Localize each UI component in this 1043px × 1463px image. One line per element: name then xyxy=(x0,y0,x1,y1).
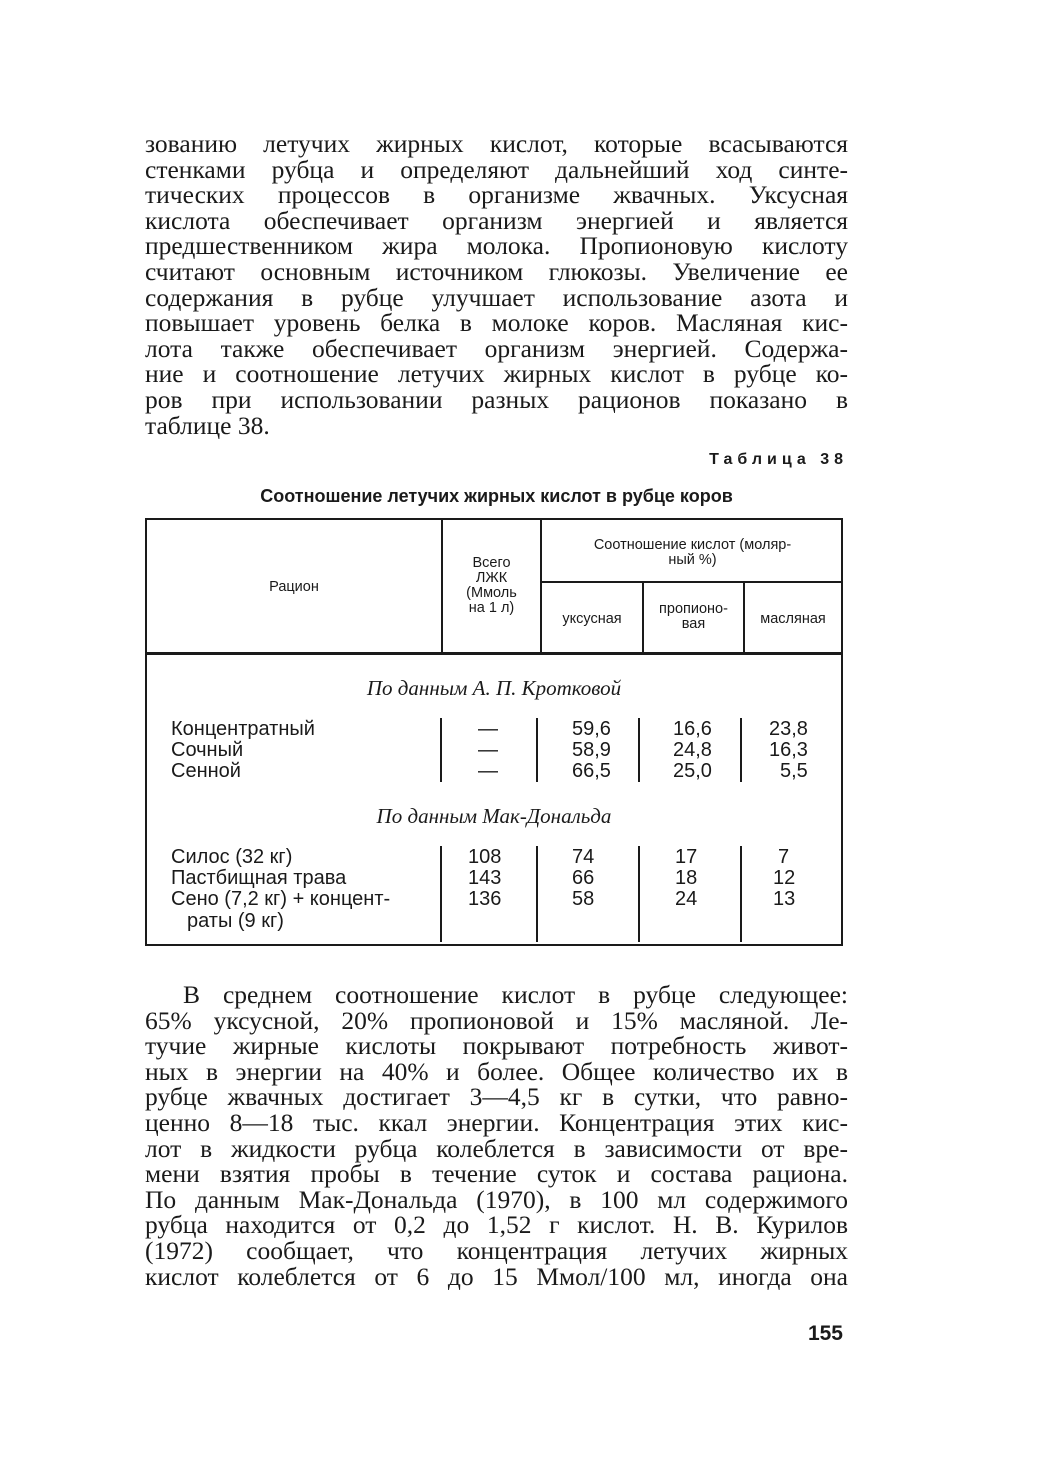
text-line: ние и соотношение летучих жирных кислот в рубце ко- xyxy=(145,359,848,389)
table-title: Соотношение летучих жирных кислот в рубце коров xyxy=(260,486,733,506)
text-line: По данным Мак-Дональда (1970), в 100 мл содержимого xyxy=(145,1184,848,1214)
header-total xyxy=(443,556,540,616)
ration-name: Концентратный xyxy=(171,718,315,740)
text-line: тучие жирные кислоты покрывают потребность живот- xyxy=(145,1031,848,1061)
text-line: содержания в рубце улучшает использование азота и xyxy=(145,282,848,312)
header-total-line: на 1 л) xyxy=(468,600,515,616)
text-line: кислот колеблется от 6 до 15 Ммол/100 мл, иногда она xyxy=(145,1261,848,1291)
header-ratio-line: ный %) xyxy=(668,552,717,568)
text-line: зованию летучих жирных кислот, которые всасываются xyxy=(145,129,848,158)
cell-acetic: 58 xyxy=(572,888,595,910)
header-total-line: Всего xyxy=(472,555,511,571)
cell-acetic: 66 xyxy=(572,867,595,889)
text-line: предшественником жира молока. Пропионовую кислоту xyxy=(145,231,848,261)
text-line: тических процессов в организме жвачных. Уксусная xyxy=(145,180,848,210)
header-ratio xyxy=(542,538,843,568)
ration-name: Сенной xyxy=(171,760,241,782)
header-total-line: (Ммоль xyxy=(466,585,517,601)
header-propionic xyxy=(644,602,743,632)
cell-total: 108 xyxy=(468,846,502,868)
ration-name: Пастбищная трава xyxy=(171,867,347,889)
ration-name: Сено (7,2 кг) + концент- xyxy=(171,888,391,910)
cell-acetic: 74 xyxy=(572,846,595,868)
cell-total: 143 xyxy=(468,867,502,889)
ration-name-cont: раты (9 кг) xyxy=(187,909,284,932)
text-line: лота также обеспечивает организм энергией. Содержа- xyxy=(145,333,848,363)
text-line: рубца находится от 0,2 до 1,52 г кислот. Н. В. Курилов xyxy=(145,1210,848,1240)
text-line: 65% уксусной, 20% пропионовой и 15% масляной. Ле- xyxy=(145,1005,848,1035)
cell-propionic: 24 xyxy=(675,888,698,910)
table-bottom-rule xyxy=(145,944,843,946)
body-col-rule xyxy=(536,718,538,782)
header-propionic-line: пропионо- xyxy=(659,601,728,617)
cell-acetic: 58,9 xyxy=(572,739,611,761)
ration-name: Силос (32 кг) xyxy=(171,846,293,868)
paragraph-bottom xyxy=(145,982,848,1289)
section-title: По данным А. П. Кротковой xyxy=(366,676,622,700)
text-line: ров при использовании разных рационов показано в xyxy=(145,384,848,414)
body-col-rule xyxy=(536,846,538,942)
cell-total: — xyxy=(478,760,498,782)
text-line: ценно 8—18 тыс. ккал энергии. Концентрация этих кис- xyxy=(145,1107,848,1137)
text-line: мени взятия пробы в течение суток и состава рациона. xyxy=(145,1159,848,1189)
ration-name: Сочный xyxy=(171,739,244,761)
page-number: 155 xyxy=(807,1322,843,1345)
body-col-rule xyxy=(740,846,742,942)
text-line: стенками рубца и определяют дальнейший ход синте- xyxy=(145,154,848,184)
text-line: кислота обеспечивает организм энергией и является xyxy=(145,205,848,235)
cell-total: — xyxy=(478,718,498,740)
cell-propionic: 17 xyxy=(675,846,698,868)
header-ratio-line: Соотношение кислот (моляр- xyxy=(593,537,792,553)
cell-butyric: 5,5 xyxy=(780,760,808,782)
table-right-rule xyxy=(841,518,843,946)
header-sub-rule xyxy=(541,581,843,583)
cell-total: — xyxy=(478,739,498,761)
text-line: ных в энергии на 40% и более. Общее количество их в xyxy=(145,1056,848,1086)
cell-propionic: 18 xyxy=(675,867,698,889)
paragraph-top xyxy=(145,131,848,438)
text-line: повышает уровень белка в молоке коров. Масляная кис- xyxy=(145,308,848,338)
cell-total: 136 xyxy=(468,888,502,910)
body-col-rule xyxy=(638,718,640,782)
text-line: рубце жвачных достигает 3—4,5 кг в сутки, что равно- xyxy=(145,1082,848,1112)
text-line: лот в жидкости рубца колеблется в зависимости от вре- xyxy=(145,1133,848,1163)
body-col-rule xyxy=(638,846,640,942)
text-line: (1972) сообщает, что концентрация летучих жирных xyxy=(145,1235,848,1265)
header-acetic: уксусная xyxy=(562,611,622,627)
cell-butyric: 16,3 xyxy=(769,739,808,761)
body-col-rule xyxy=(740,718,742,782)
cell-acetic: 66,5 xyxy=(572,760,611,782)
header-butyric: масляная xyxy=(760,611,826,627)
text-line: считают основным источником глюкозы. Увеличение ее xyxy=(145,256,848,286)
header-total-line: ЛЖК xyxy=(475,570,508,586)
cell-propionic: 24,8 xyxy=(673,739,712,761)
cell-butyric: 13 xyxy=(773,888,796,910)
table-label: Таблица 38 xyxy=(709,451,848,468)
cell-butyric: 23,8 xyxy=(769,718,808,740)
section-title: По данным Мак-Дональда xyxy=(376,804,612,828)
table-top-rule xyxy=(145,518,843,520)
header-propionic-line: вая xyxy=(681,616,706,632)
cell-propionic: 25,0 xyxy=(673,760,712,782)
cell-butyric: 12 xyxy=(773,867,796,889)
ration-name-multiline xyxy=(171,889,451,932)
data-table xyxy=(145,518,843,946)
text-line: таблице 38. xyxy=(145,410,270,440)
cell-butyric: 7 xyxy=(778,846,790,868)
cell-propionic: 16,6 xyxy=(673,718,712,740)
header-bottom-rule xyxy=(145,652,843,655)
header-ration: Рацион xyxy=(269,579,319,595)
cell-acetic: 59,6 xyxy=(572,718,611,740)
text-line: В среднем соотношение кислот в рубце следующее: xyxy=(183,980,848,1009)
